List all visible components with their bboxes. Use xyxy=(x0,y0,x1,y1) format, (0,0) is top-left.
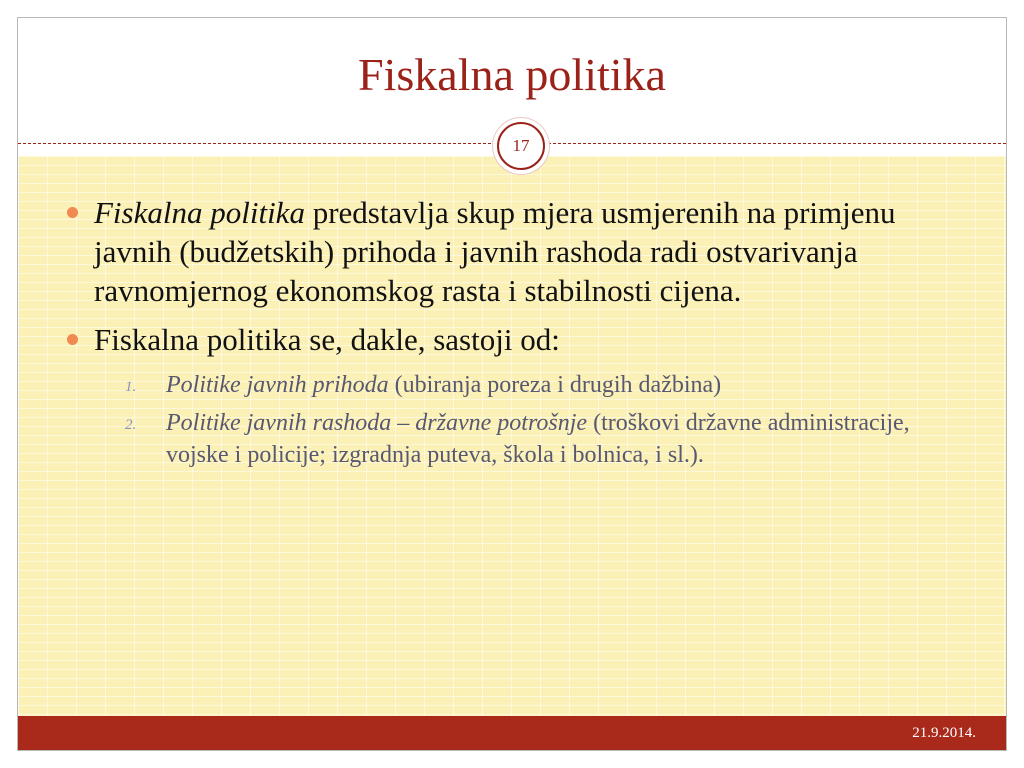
footer-bar xyxy=(18,716,1006,750)
footer-date: 21.9.2014. xyxy=(912,725,976,741)
sub-item-text: (ubiranja poreza i drugih dažbina) xyxy=(388,372,722,398)
bullet-text: Fiskalna politika se, dakle, sastoji od: xyxy=(94,322,560,357)
bullet-text: predstavlja skup mjera usmjerenih na primjenu javnih (budžetskih) prihoda i javnih rashoda radi ostvarivanja ravnomjernog ekonomskog rasta i stabilnosti cijena. xyxy=(94,195,896,308)
numbered-sub-list xyxy=(63,369,973,471)
sub-item-text: (troškovi državne administracije, vojske i policije; izgradnja puteva, škola i bolnica, i sl.). xyxy=(166,410,910,468)
sub-list-item xyxy=(63,369,973,401)
bullet-italic-term: Fiskalna politika xyxy=(94,195,305,230)
bullet-item xyxy=(63,320,973,359)
sub-list-number: 1. xyxy=(125,379,137,395)
sub-item-italic-term: Politike javnih rashoda – državne potrošnje xyxy=(166,410,588,436)
slide xyxy=(17,17,1007,751)
slide-number-badge: 17 xyxy=(497,122,545,170)
sub-item-italic-term: Politike javnih prihoda xyxy=(166,372,389,398)
slide-title: Fiskalna politika xyxy=(358,49,666,100)
bullet-item xyxy=(63,193,973,310)
slide-content xyxy=(63,193,973,477)
sub-list-number: 2. xyxy=(125,417,137,433)
bullet-dot-icon xyxy=(67,207,78,218)
sub-list-item xyxy=(63,407,973,471)
bullet-dot-icon xyxy=(67,334,78,345)
